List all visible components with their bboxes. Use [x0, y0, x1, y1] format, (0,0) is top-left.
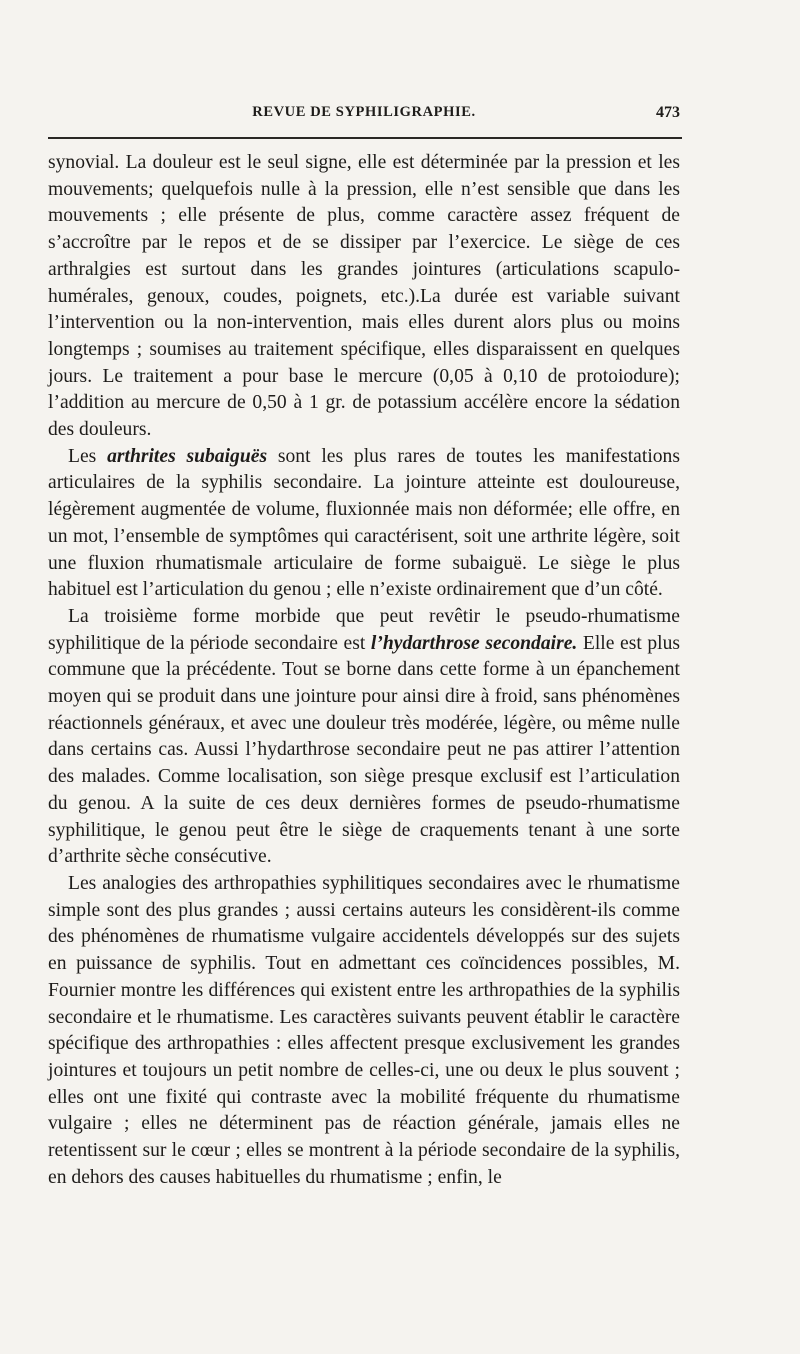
text-run: Les — [68, 445, 108, 467]
paragraph — [48, 871, 680, 1191]
page-header — [48, 104, 680, 126]
text-run: synovial. La douleur est le seul signe, elle est déterminée par la pression et les mouvements; quelquefois nulle à la pression, elle n’est sensible que dans les mouvements ; elle présente de plus, comme caractère assez fréquent de s’accroître par le repos et de se dissiper par l’exercice. Le siège de ces arthralgies est surtout dans les grandes jointures (articulations scapulo-humérales, genoux, coudes, poignets, etc.).La durée est variable suivant l’intervention ou la non-intervention, mais elles durent alors plus ou moins longtemps ; soumises au traitement spécifique, elles disparaissent en quelques jours. Le traitement a pour base le mercure (0,05 à 0,10 de protoiodure); l’addition au mercure de 0,50 à 1 gr. de potassium accélère encore la sédation des douleurs. — [48, 152, 680, 441]
body-text — [48, 150, 680, 1191]
header-rule — [48, 137, 682, 139]
text-run: sont les plus rares de toutes les manifestations articulaires de la syphilis secondaire. La jointure atteinte est douloureuse, légèrement augmentée de volume, fluxionnée mais non déformée; elle offre, en un mot, l’ensemble de symptômes qui caractérisent, soit une arthrite légère, soit une fluxion rhumatismale articulaire de forme subaiguë. Le siège le plus habituel est l’articulation du genou ; elle n’existe ordinairement que d’un côté. — [48, 445, 680, 601]
paragraph — [48, 604, 680, 871]
text-run: Elle est plus commune que la précédente. Tout se borne dans cette forme à un épanchement moyen qui se produit dans une jointure pour ainsi dire à froid, sans phénomènes réactionnels généraux, et avec une douleur très modérée, légère, ou même nulle dans certains cas. Aussi l’hydarthrose secondaire peut ne pas attirer l’attention des malades. Comme localisation, son siège presque exclusif est l’articulation du genou. A la suite de ces deux dernières formes de pseudo-rhumatisme syphilitique, le genou peut être le siège de craquements tenant à une sorte d’arthrite sèche consécutive. — [48, 632, 681, 868]
italic-term: arthrites subaiguës — [107, 445, 268, 467]
text-run: Les analogies des arthropathies syphilitiques secondaires avec le rhumatisme simple sont des plus grandes ; aussi certains auteurs les considèrent-ils comme des phénomènes de rhumatisme vulgaire accidentels développés sur des sujets en puissance de syphilis. Tout en admettant ces coïncidences possibles, M. Fournier montre les différences qui existent entre les arthropathies de la syphilis secondaire et le rhumatisme. Les caractères suivants peuvent établir le caractère spécifique des arthropathies : elles affectent presque exclusivement les grandes jointures et toujours un petit nombre de celles-ci, une ou deux le plus souvent ; elles ont une fixité qui contraste avec la mobilité fréquente du rhumatisme vulgaire ; elles ne déterminent pas de réaction générale, jamais elles ne retentissent sur le cœur ; elles se montrent à la période secondaire de la syphilis, en dehors des causes habituelles du rhumatisme ; enfin, le — [48, 872, 680, 1188]
italic-term: l’hydarthrose secondaire. — [370, 632, 578, 654]
text-run: La troisième forme morbide que peut revêtir le pseudo-rhumatisme syphilitique de la période secondaire est — [48, 605, 680, 654]
running-head: REVUE DE SYPHILIGRAPHIE. — [252, 104, 476, 120]
paragraph — [48, 150, 680, 444]
page-number: 473 — [656, 104, 680, 121]
paragraph — [48, 444, 680, 604]
